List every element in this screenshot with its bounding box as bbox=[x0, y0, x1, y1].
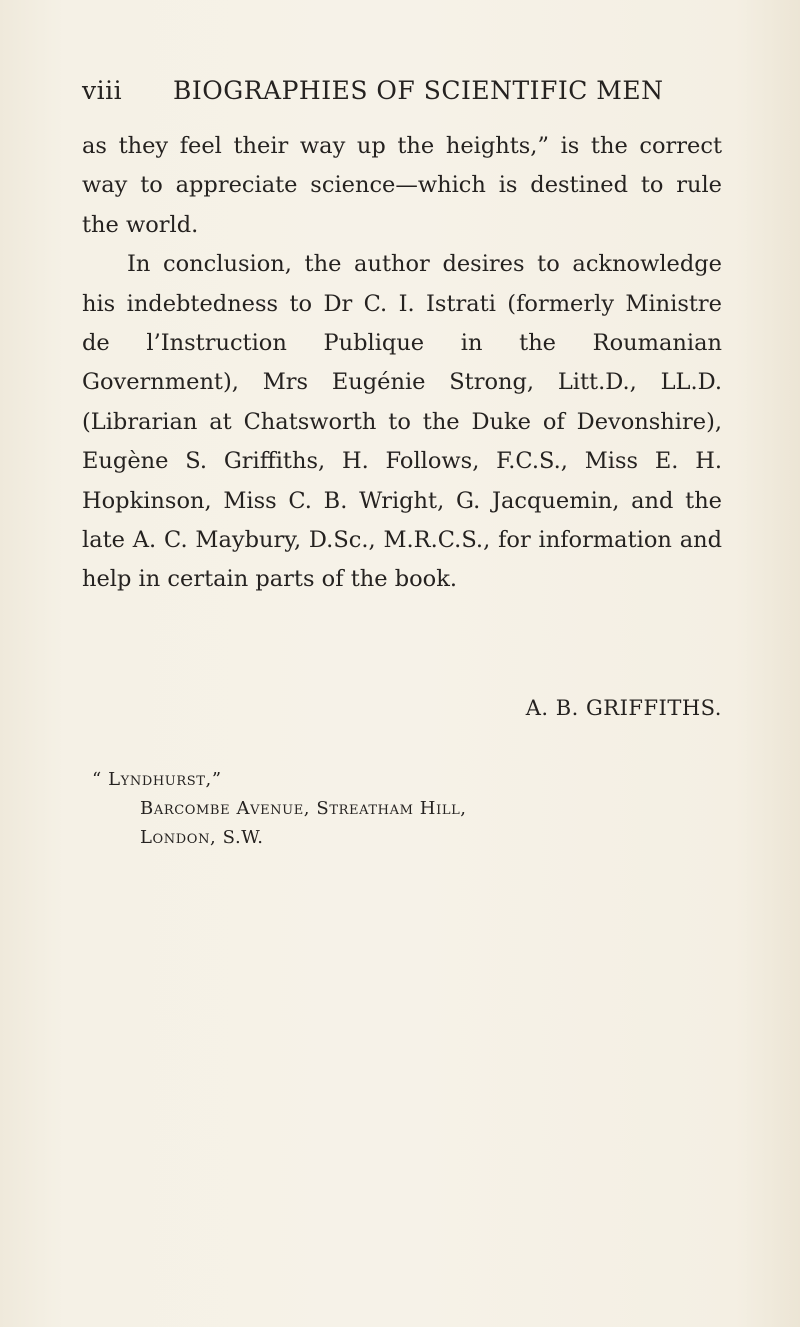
author-address bbox=[92, 765, 467, 852]
body-text bbox=[82, 127, 722, 600]
author-signature: A. B. GRIFFITHS. bbox=[525, 696, 722, 720]
address-line-street: Barcombe Avenue, Streatham Hill, bbox=[140, 798, 467, 819]
page-header bbox=[82, 76, 722, 116]
address-line-city: London, S.W. bbox=[140, 827, 264, 848]
paragraph-continuation: as they feel their way up the heights,” is the correct way to appreciate science—which is destined to rule the world. bbox=[82, 133, 722, 238]
page-number: viii bbox=[82, 76, 123, 105]
running-title: BIOGRAPHIES OF SCIENTIFIC MEN bbox=[173, 76, 664, 105]
paragraph-acknowledgements: In conclusion, the author desires to acknowledge his indebtedness to Dr C. I. Istrati (formerly Ministre de l’Instruction Publique in the Roumanian Government), Mrs Eugénie Strong, Litt.D., LL.D. (Librarian at Chatsworth to the Duke of Devonshire), Eugène S. Griffiths, H. Follows, F.C.S., Miss E. H. Hopkinson, Miss C. B. Wright, G. Jacquemin, and the late A. C. Maybury, D.Sc., M.R.C.S., for information and help in certain parts of the book. bbox=[82, 251, 722, 593]
address-line-house: “ Lyndhurst,” bbox=[92, 769, 222, 790]
